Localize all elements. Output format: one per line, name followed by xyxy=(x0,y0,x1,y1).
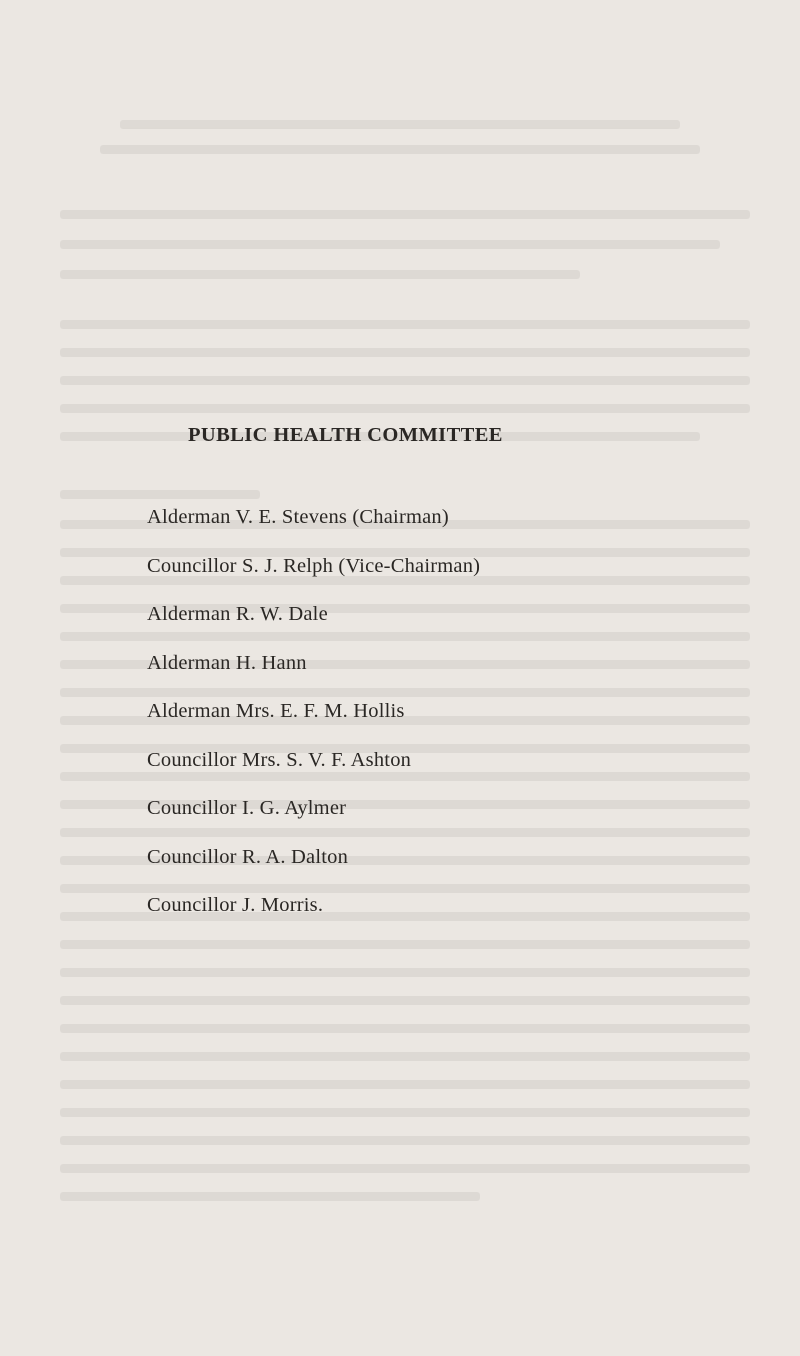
committee-member: Councillor J. Morris. xyxy=(147,894,324,916)
committee-member: Councillor I. G. Aylmer xyxy=(147,797,347,819)
committee-member: Alderman V. E. Stevens (Chairman) xyxy=(147,506,449,528)
committee-member: Alderman R. W. Dale xyxy=(147,603,328,625)
committee-member-list xyxy=(147,505,480,942)
committee-member: Councillor Mrs. S. V. F. Ashton xyxy=(147,748,412,771)
committee-member: Alderman Mrs. E. F. M. Hollis xyxy=(147,700,405,722)
committee-member: Councillor S. J. Relph (Vice-Chairman) xyxy=(147,554,481,577)
committee-title: PUBLIC HEALTH COMMITTEE xyxy=(188,424,503,446)
committee-member: Alderman H. Hann xyxy=(147,651,307,674)
committee-member: Councillor R. A. Dalton xyxy=(147,845,349,868)
